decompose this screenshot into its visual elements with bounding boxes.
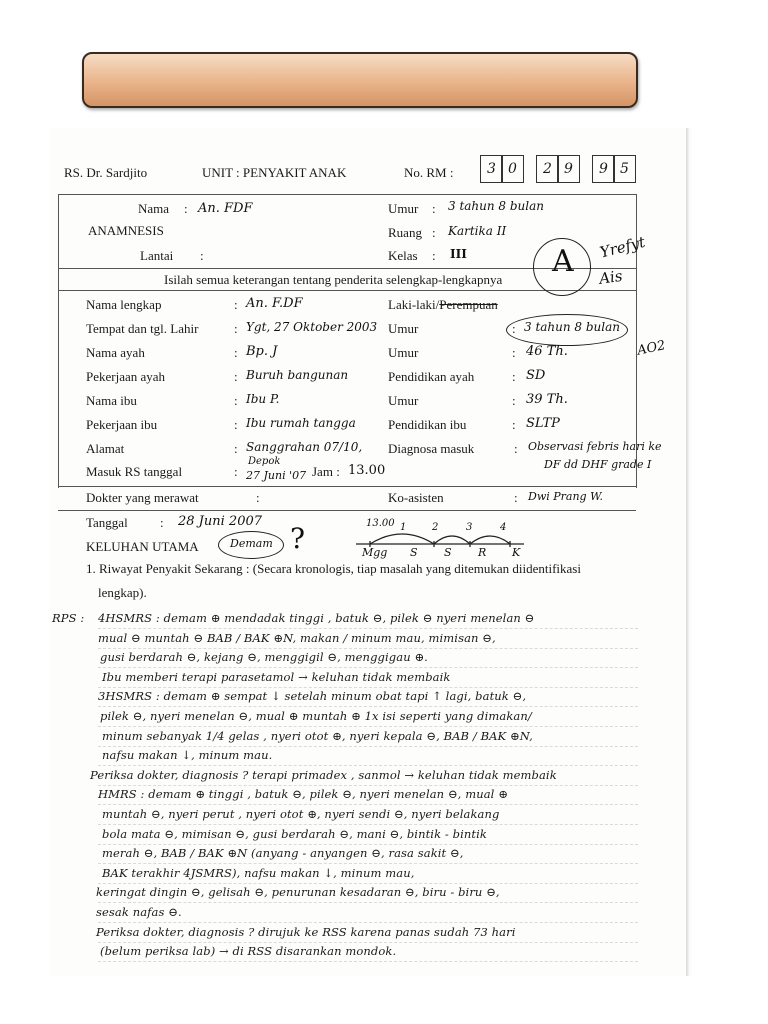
- riwayat-line-1: 1. Riwayat Penyakit Sekarang : (Secara kronologis, tiap masalah yang ditemukan diidentifikasi: [86, 561, 581, 576]
- identity-label2-6: Pendidikan ibu: [388, 417, 467, 432]
- rps-label: RPS :: [52, 611, 85, 625]
- anamnesis-title: ANAMNESIS: [88, 223, 164, 238]
- rm-digit-4: 9: [557, 155, 580, 183]
- rps-guide-line: [98, 648, 638, 649]
- rps-line: mual ⊖ muntah ⊖ BAB / BAK ⊕N, makan / minum mau, mimisan ⊖,: [98, 630, 496, 645]
- ruang-colon: :: [432, 225, 436, 240]
- rps-guide-line: [98, 765, 638, 766]
- rps-line: muntah ⊖, nyeri perut , nyeri otot ⊕, nyeri sendi ⊖, nyeri belakang: [102, 807, 500, 821]
- rm-digit-6: 5: [613, 155, 636, 183]
- nama-colon: :: [184, 201, 188, 216]
- alamat-value-2: Depok: [248, 456, 281, 467]
- identity-colon-2: :: [234, 321, 238, 336]
- rps-guide-line: [98, 902, 638, 903]
- dokter-label: Dokter yang merawat: [86, 490, 199, 505]
- identity-label-6: Pekerjaan ibu: [86, 417, 158, 432]
- timeline-time: 13.00: [366, 518, 395, 529]
- kelas-value: III: [450, 247, 467, 261]
- rps-guide-line: [98, 922, 638, 923]
- age-circle: [506, 314, 628, 346]
- identity-label-1: Nama lengkap: [86, 297, 162, 312]
- table-border-left: [58, 194, 59, 488]
- hospital-name: RS. Dr. Sardjito: [64, 165, 148, 180]
- identity-colon-1: :: [234, 297, 238, 312]
- rm-digit-3: 2: [536, 155, 559, 183]
- identity-colon-3: :: [234, 345, 238, 360]
- identity-value-2: Ygt, 27 Oktober 2003: [246, 320, 378, 334]
- rps-line: keringat dingin ⊖, gelisah ⊖, penurunan kesadaran ⊖, biru - biru ⊖,: [96, 885, 500, 900]
- nama-value: An. FDF: [198, 201, 253, 216]
- ruang-label: Ruang: [388, 225, 422, 240]
- identity-label-5: Nama ibu: [86, 393, 137, 408]
- rps-line: Periksa dokter, diagnosis ? dirujuk ke RSS karena panas sudah 73 hari: [96, 924, 516, 939]
- identity-colon2-5: :: [512, 393, 516, 408]
- keluhan-value: Demam: [230, 537, 273, 550]
- unit-label: UNIT : PENYAKIT ANAK: [202, 165, 347, 180]
- identity-label2-3: Umur: [388, 345, 419, 360]
- timeline-day-1: Mgg: [362, 546, 388, 559]
- umur-colon-top: :: [432, 201, 436, 216]
- masuk-label: Masuk RS tanggal: [86, 464, 183, 479]
- identity-value2-3: 46 Th.: [526, 344, 568, 359]
- dokter-colon: :: [256, 490, 260, 505]
- table-border-top: [58, 194, 636, 195]
- tanggal-value: 28 Juni 2007: [178, 514, 263, 529]
- table-divider-4: [58, 510, 636, 511]
- identity-value-6: Ibu rumah tangga: [246, 416, 356, 430]
- rps-line: 3HSMRS : demam ⊕ sempat ↓ setelah minum obat tapi ↑ lagi, batuk ⊖,: [98, 689, 527, 704]
- paper-edge: [686, 128, 690, 976]
- timeline-day-2: S: [410, 546, 418, 559]
- alamat-value: Sanggrahan 07/10,: [246, 440, 363, 454]
- timeline-num-3: 3: [466, 522, 473, 533]
- riwayat-line-2: lengkap).: [98, 585, 147, 600]
- tanggal-label: Tanggal: [86, 515, 128, 530]
- timeline-num-2: 2: [432, 522, 439, 533]
- identity-value2-6: SLTP: [526, 416, 560, 431]
- rps-line: Ibu memberi terapi parasetamol → keluhan tidak membaik: [102, 669, 451, 684]
- table-divider-3: [58, 486, 636, 487]
- rps-guide-line: [98, 844, 638, 845]
- identity-value2-5: 39 Th.: [526, 392, 568, 407]
- timeline-day-4: R: [478, 546, 487, 559]
- kelas-label: Kelas: [388, 248, 418, 263]
- rps-guide-line: [98, 804, 638, 805]
- identity-value2-2: 3 tahun 8 bulan: [524, 320, 621, 334]
- instruction-text: Isilah semua keterangan tentang penderita selengkap-lengkapnya: [164, 272, 503, 287]
- rps-guide-line: [98, 667, 638, 668]
- rm-label: No. RM :: [404, 165, 454, 180]
- lantai-label: Lantai: [140, 248, 174, 263]
- alamat-colon: :: [234, 441, 238, 456]
- identity-label-4: Pekerjaan ayah: [86, 369, 166, 384]
- diagnosa-label: Diagnosa masuk: [388, 441, 475, 456]
- timeline-day-5: K: [512, 546, 521, 559]
- rps-line: (belum periksa lab) → di RSS disarankan mondok.: [100, 944, 397, 959]
- rps-line: Periksa dokter, diagnosis ? terapi primadex , sanmol → keluhan tidak membaik: [90, 767, 557, 782]
- diagnosa-value-2: DF dd DHF grade I: [544, 458, 652, 471]
- rps-line: nafsu makan ↓, minum mau.: [102, 748, 273, 763]
- nama-label: Nama: [138, 201, 170, 216]
- gender-label: Laki-laki/Perempuan: [388, 297, 498, 312]
- koas-colon: :: [514, 490, 518, 505]
- rps-guide-line: [98, 824, 638, 825]
- identity-colon-6: :: [234, 417, 238, 432]
- lantai-colon: :: [200, 248, 204, 263]
- koas-value: Dwi Prang W.: [528, 490, 603, 503]
- rps-line: minum sebanyak 1/4 gelas , nyeri otot ⊕, nyeri kepala ⊖, BAB / BAK ⊕N,: [102, 728, 533, 743]
- rps-line: sesak nafas ⊖.: [96, 905, 182, 919]
- timeline-num-4: 4: [500, 522, 507, 533]
- koas-label: Ko-asisten: [388, 490, 444, 505]
- rps-guide-line: [98, 942, 638, 943]
- margin-note-1: Yrefyt: [598, 232, 648, 262]
- jam-value: 13.00: [348, 463, 386, 478]
- tanggal-colon: :: [160, 515, 164, 530]
- rps-guide-line: [98, 785, 638, 786]
- rps-guide-line: [98, 726, 638, 727]
- rm-digit-5: 9: [592, 155, 615, 183]
- kelas-colon: :: [432, 248, 436, 263]
- umur-value-top: 3 tahun 8 bulan: [448, 199, 545, 213]
- identity-label2-4: Pendidikan ayah: [388, 369, 475, 384]
- rps-guide-line: [98, 628, 638, 629]
- circled-letter: A: [552, 244, 574, 279]
- jam-label: Jam :: [312, 464, 340, 479]
- identity-value-4: Buruh bangunan: [246, 368, 349, 382]
- rm-digit-2: 0: [501, 155, 524, 183]
- rps-guide-line: [98, 961, 638, 962]
- rps-guide-line: [98, 883, 638, 884]
- rm-digit-1: 3: [480, 155, 503, 183]
- diagnosa-value-1: Observasi febris hari ke: [528, 440, 662, 453]
- identity-colon2-3: :: [512, 345, 516, 360]
- identity-value-5: Ibu P.: [246, 392, 280, 406]
- identity-value2-4: SD: [526, 368, 546, 383]
- rps-line: HMRS : demam ⊕ tinggi , batuk ⊖, pilek ⊖, nyeri menelan ⊖, mual ⊕: [98, 787, 508, 802]
- timeline-day-3: S: [444, 546, 452, 559]
- diagnosa-colon: :: [514, 441, 518, 456]
- identity-colon-5: :: [234, 393, 238, 408]
- rps-line: merah ⊖, BAB / BAK ⊕N (anyang - anyangen ⊖, rasa sakit ⊖,: [102, 846, 464, 861]
- identity-label-2: Tempat dan tgl. Lahir: [86, 321, 199, 336]
- rps-line: 4HSMRS : demam ⊕ mendadak tinggi , batuk ⊖, pilek ⊖ nyeri menelan ⊖: [98, 611, 535, 625]
- masuk-value: 27 Juni '07: [246, 469, 307, 482]
- identity-colon-4: :: [234, 369, 238, 384]
- rps-guide-line: [98, 706, 638, 707]
- ruang-value: Kartika II: [448, 224, 507, 238]
- margin-note-2: Ais: [598, 266, 624, 288]
- umur-label-top: Umur: [388, 201, 419, 216]
- keluhan-question: ?: [290, 522, 306, 555]
- rps-line: BAK terakhir 4JSMRS), nafsu makan ↓, minum mau,: [102, 865, 415, 880]
- margin-note-3: AO2: [636, 338, 667, 359]
- rps-line: gusi berdarah ⊖, kejang ⊖, menggigil ⊖, menggigau ⊕.: [100, 650, 428, 665]
- rps-line: pilek ⊖, nyeri menelan ⊖, mual ⊕ muntah ⊕ 1x isi seperti yang dimakan/: [100, 709, 532, 723]
- rps-guide-line: [98, 863, 638, 864]
- identity-label-3: Nama ayah: [86, 345, 145, 360]
- rps-guide-line: [98, 746, 638, 747]
- alamat-label: Alamat: [86, 441, 125, 456]
- rps-line: bola mata ⊖, mimisan ⊖, gusi berdarah ⊖, mani ⊖, bintik - bintik: [102, 826, 487, 841]
- identity-value-1: An. F.DF: [246, 296, 303, 311]
- identity-label2-2: Umur: [388, 321, 419, 336]
- timeline-num-1: 1: [400, 522, 407, 533]
- identity-colon2-4: :: [512, 369, 516, 384]
- title-banner: [82, 52, 638, 108]
- identity-colon2-6: :: [512, 417, 516, 432]
- identity-colon2-2: :: [512, 321, 516, 336]
- masuk-colon: :: [234, 464, 238, 479]
- keluhan-label: KELUHAN UTAMA: [86, 539, 199, 554]
- rps-guide-line: [98, 687, 638, 688]
- identity-label2-5: Umur: [388, 393, 419, 408]
- identity-value-3: Bp. J: [246, 344, 278, 359]
